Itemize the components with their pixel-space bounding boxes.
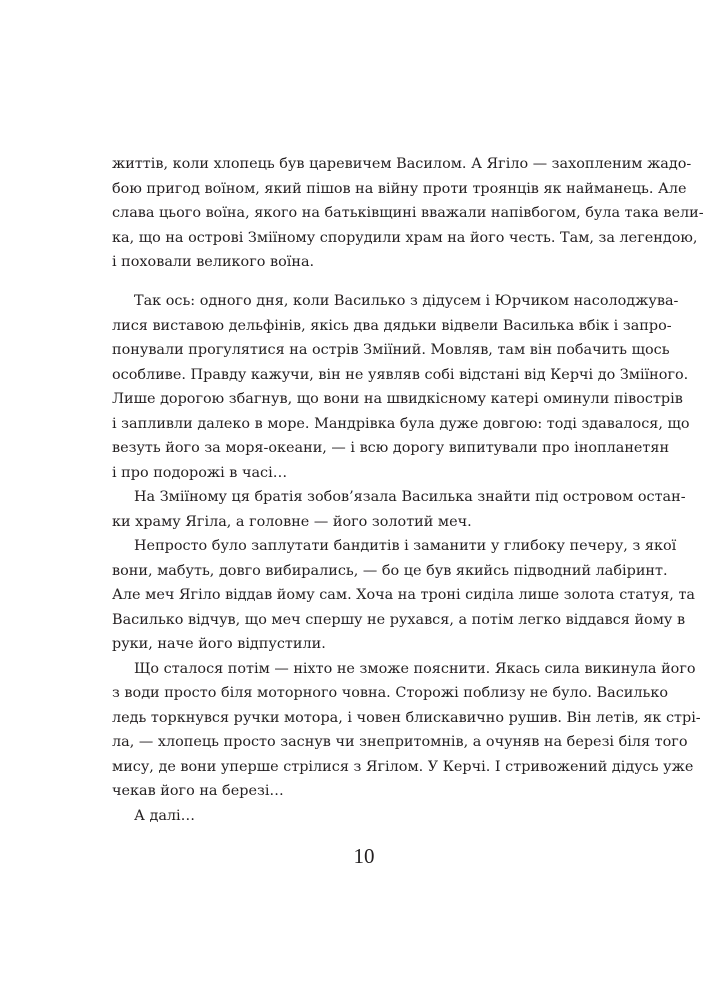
text-line: понували прогулятися на острів Зміїний. Мовляв, там він побачить щось: [112, 342, 670, 358]
text-line: ледь торкнувся ручки мотора, і човен блискавично рушив. Він летів, як стрі-: [112, 709, 701, 726]
text-line: А далі…: [134, 807, 196, 824]
text-line: бою пригод воїном, який пішов на війну проти троянців як найманець. Але: [112, 180, 687, 197]
text-line: ла, — хлопець просто заснув чи знепритомнів, а очуняв на березі біля того: [112, 734, 688, 750]
page-number: 10: [353, 844, 375, 868]
text-line: Лише дорогою збагнув, що вони на швидкісному катері оминули півострів: [112, 391, 683, 407]
text-line: Василько відчув, що меч спершу не рухався, а потім легко віддався йому в: [112, 611, 686, 628]
text-line: ки храму Ягіла, а головне — його золотий меч.: [112, 513, 472, 530]
text-line: особливе. Правду кажучи, він не уявляв собі відстані від Керчі до Зміїного.: [112, 366, 689, 383]
text-line: і поховали великого воїна.: [112, 254, 315, 270]
text-line: руки, наче його відпустили.: [112, 636, 326, 652]
text-line: з води просто біля моторного човна. Сторожі поблизу не було. Василько: [112, 685, 669, 701]
text-line: і запливли далеко в море. Мандрівка була дуже довгою: тоді здавалося, що: [112, 415, 690, 432]
text-line: Але меч Ягіло віддав йому сам. Хоча на троні сиділа лише золота статуя, та: [112, 587, 695, 603]
text-line: життів, коли хлопець був царевичем Василом. А Ягіло — захопленим жадо-: [112, 156, 692, 172]
text-line: Непросто було заплутати бандитів і заманити у глибоку печеру, з якої: [134, 538, 677, 554]
text-line: На Зміїному ця братія зобов’язала Василька знайти під островом остан-: [134, 489, 686, 505]
text-line: мису, де вони уперше стрілися з Ягілом. У Керчі. І стривожений дідусь уже: [112, 758, 694, 775]
text-line: слава цього воїна, якого на батьківщині вважали напівбогом, була така вели-: [112, 205, 704, 221]
paragraph: [112, 289, 701, 828]
text-line: вони, мабуть, довго вибирались, — бо це був якийсь підводний лабіринт.: [112, 562, 668, 579]
text-line: везуть його за моря-океани, — і всю дорогу випитували про інопланетян: [112, 440, 670, 456]
text-line: і про подорожі в часі…: [112, 464, 288, 481]
text-line: Так ось: одного дня, коли Василько з дідусем і Юрчиком насолоджува-: [134, 293, 679, 309]
text-line: ка, що на острові Зміїному спорудили храм на його честь. Там, за легендою,: [112, 229, 698, 246]
text-line: чекав його на березі…: [112, 783, 284, 799]
paragraph-continuation: [112, 152, 704, 275]
text-line: Що сталося потім — ніхто не зможе пояснити. Якась сила викинула його: [134, 660, 696, 677]
text-line: лися виставою дельфінів, якісь два дядьки відвели Василька вбік і запро-: [112, 317, 672, 334]
